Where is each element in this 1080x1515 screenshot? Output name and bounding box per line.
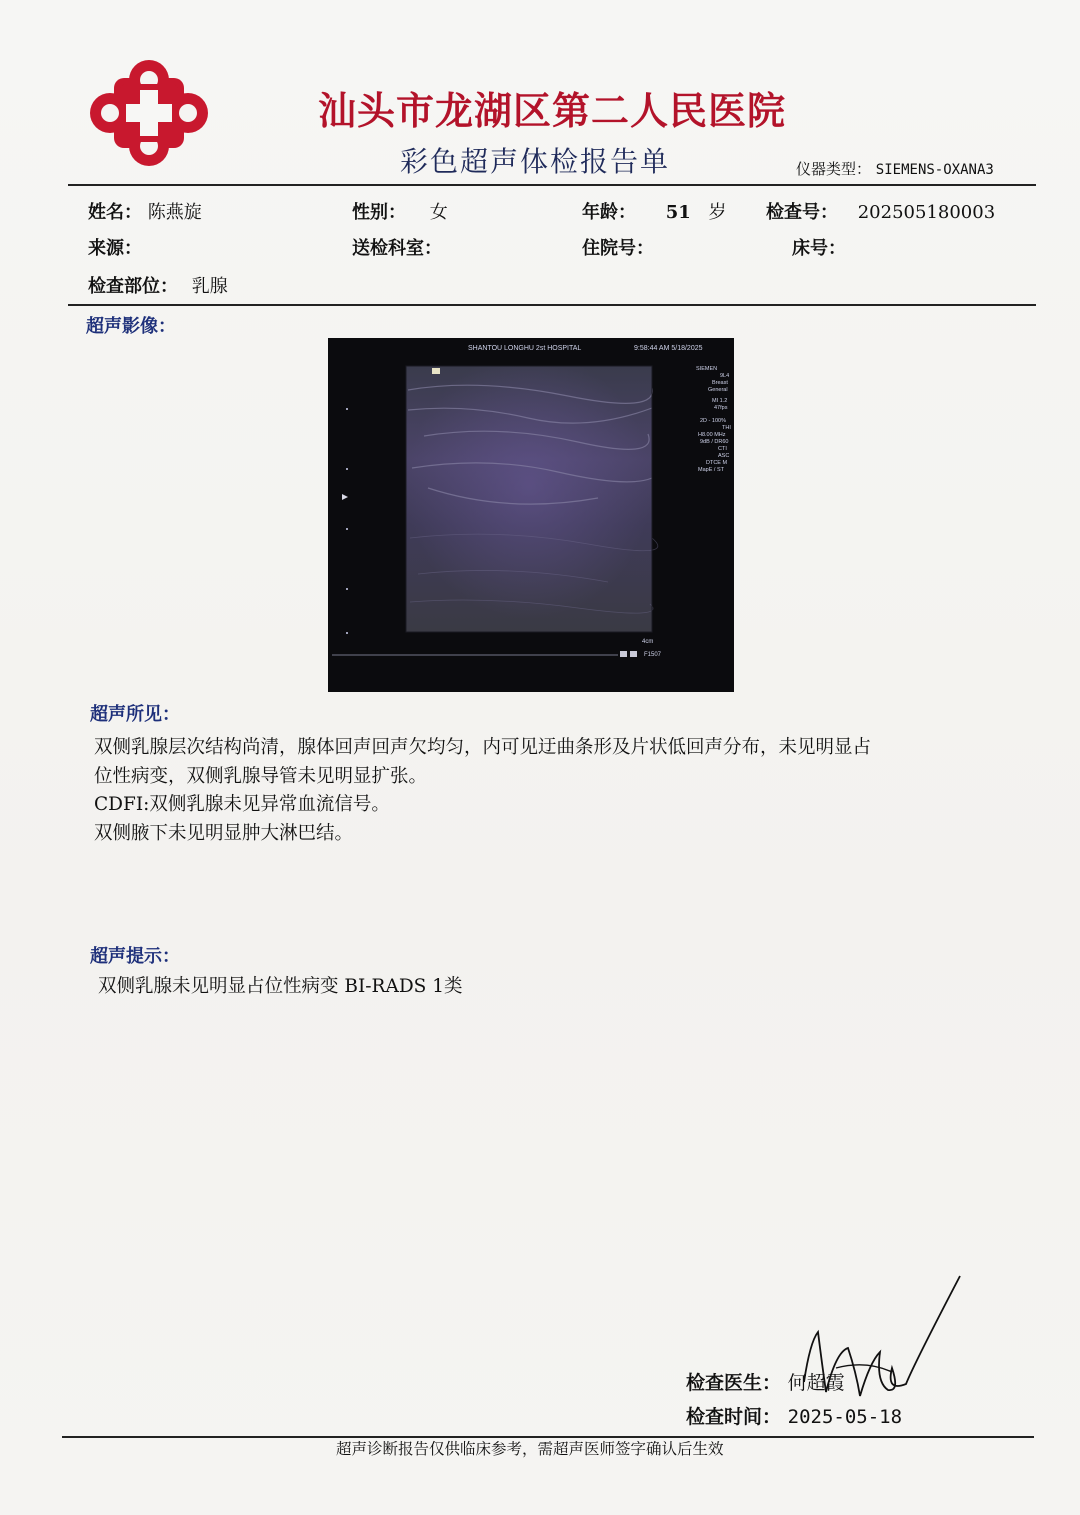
exam-site (88, 272, 228, 298)
ultrasound-frame (328, 338, 734, 692)
exam-number (766, 198, 995, 224)
time-row (686, 1402, 902, 1429)
side-4: MI 1.2 (712, 398, 728, 404)
doctor-value: 何超霞 (787, 1372, 845, 1394)
device-type (796, 158, 1046, 179)
impression-heading: 超声提示： (90, 946, 180, 967)
doctor-label: 检查医生： (686, 1372, 782, 1394)
inpatient-number (582, 234, 654, 260)
side-8: H8.00 MHz (698, 432, 726, 438)
sex-label: 性别： (352, 202, 406, 223)
patient-age (582, 198, 727, 224)
overlay-frame: F1507 (644, 652, 662, 658)
inpatient-label: 住院号： (582, 238, 654, 259)
info-divider (68, 304, 1036, 306)
age-label: 年龄： (582, 202, 636, 223)
doctor-signature (796, 1272, 966, 1422)
side-6: 2D - 100% (700, 418, 726, 424)
side-10: CTI (718, 446, 727, 452)
site-value: 乳腺 (191, 276, 228, 297)
overlay-hospital: SHANTOU LONGHU 2st HOSPITAL (468, 345, 582, 352)
device-value: SIEMENS-OXANA3 (875, 162, 994, 178)
source-label: 来源： (88, 238, 142, 259)
findings-heading: 超声所见： (90, 704, 180, 725)
site-label: 检查部位： (88, 276, 178, 297)
sex-value: 女 (429, 202, 448, 223)
side-9: 9dB / DR60 (700, 439, 729, 445)
exam-no-value: 202505180003 (857, 202, 996, 223)
side-0: SIEMEN (696, 366, 718, 372)
side-12: DTCE M (706, 460, 728, 466)
age-value: 51 (665, 202, 691, 223)
time-value: 2025-05-18 (787, 1406, 903, 1428)
exam-no-label: 检查号： (766, 202, 838, 223)
time-label: 检查时间： (686, 1406, 782, 1428)
doctor-row (686, 1368, 845, 1395)
department (352, 234, 442, 260)
probe-marker-icon (432, 368, 440, 374)
age-unit: 岁 (708, 202, 727, 223)
bed-number (792, 234, 846, 260)
hospital-name: 汕头市龙湖区第二人民医院 (318, 88, 787, 133)
name-value: 陈燕旋 (147, 202, 202, 223)
findings-line: 双侧乳腺层次结构尚清，腺体回声回声欠均匀，内可见迂曲条形及片状低回声分布，未见明显占 (94, 737, 872, 758)
impression-text: 双侧乳腺未见明显占位性病变 BI-RADS 1类 (98, 976, 463, 997)
side-2: Breast (712, 380, 728, 386)
side-3: General (708, 387, 728, 393)
patient-sex (352, 198, 448, 224)
findings-body (94, 734, 1034, 848)
bed-label: 床号： (792, 238, 846, 259)
name-label: 姓名： (88, 202, 142, 223)
side-5: 47fps (714, 405, 728, 411)
findings-line: CDFI:双侧乳腺未见异常血流信号。 (94, 794, 390, 815)
source (88, 234, 142, 260)
report-title: 彩色超声体检报告单 (400, 145, 671, 178)
findings-line: 双侧腋下未见明显肿大淋巴结。 (94, 822, 354, 844)
hospital-logo-icon (88, 58, 210, 168)
side-13: MapE / ST (698, 467, 724, 473)
image-heading: 超声影像： (86, 316, 176, 337)
ultrasound-image (328, 338, 734, 692)
patient-name (88, 198, 202, 224)
dept-label: 送检科室： (352, 238, 442, 259)
footer-note: 超声诊断报告仅供临床参考，需超声医师签字确认后生效 (336, 1440, 724, 1458)
scale-icon (620, 651, 627, 657)
overlay-depth: 4cm (642, 639, 654, 645)
device-label: 仪器类型： (796, 160, 872, 178)
findings-line: 位性病变，双侧乳腺导管未见明显扩张。 (94, 765, 428, 787)
side-1: 9L4 (720, 373, 730, 379)
header-divider (68, 184, 1036, 186)
side-11: ASC (718, 453, 730, 459)
overlay-time: 9:58:44 AM 5/18/2025 (634, 345, 703, 352)
side-7: THI (722, 425, 731, 431)
